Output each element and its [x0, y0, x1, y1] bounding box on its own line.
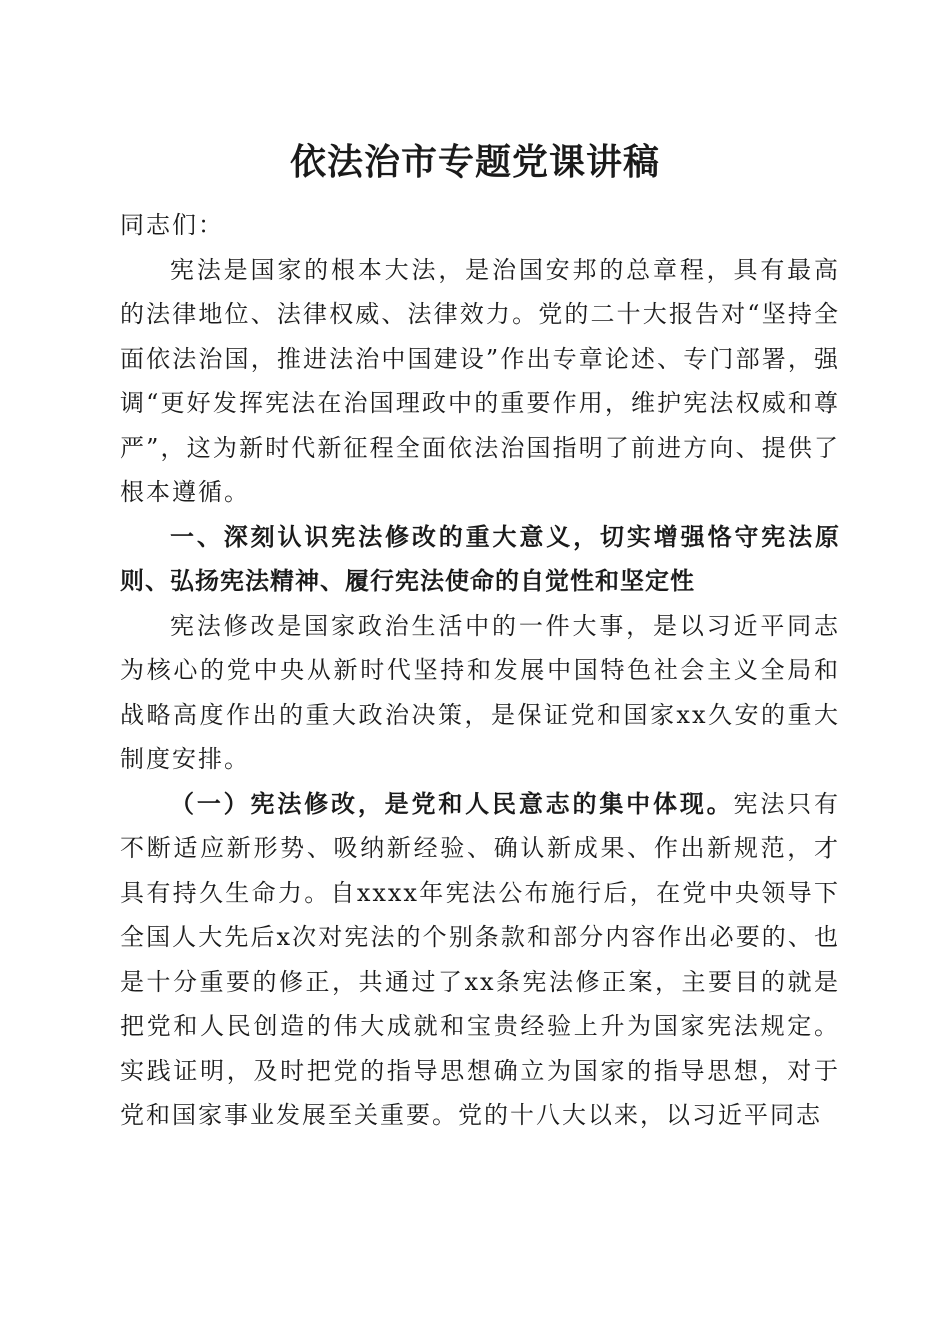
subsection-body: 宪法只有不断适应新形势、吸纳新经验、确认新成果、作出新规范，才具有持久生命力。自xxxx年宪法公布施行后，在党中央领导下全国人大先后x次对宪法的个别条款和部分内容作出必要的、也是十分重要的修正，共通过了xx条宪法修正案，主要目的就是把党和人民创造的伟大成就和宝贵经验上升为国家宪法规定。实践证明，及时把党的指导思想确立为国家的指导思想，对于党和国家事业发展至关重要。党的十八大以来，以习近平同志 [120, 789, 840, 1129]
paragraph-section-1: 宪法修改是国家政治生活中的一件大事，是以习近平同志为核心的党中央从新时代坚持和发展中国特色社会主义全局和战略高度作出的重大政治决策，是保证党和国家xx久安的重大制度安排。 [120, 611, 840, 773]
paragraph-subsection-1 [120, 782, 840, 1138]
paragraph-intro: 宪法是国家的根本大法，是治国安邦的总章程，具有最高的法律地位、法律权威、法律效力。党的二十大报告对“坚持全面依法治国，推进法治中国建设”作出专章论述、专门部署，强调“更好发挥宪法在治国理政中的重要作用，维护宪法权威和尊严”，这为新时代新征程全面依法治国指明了前进方向、提供了根本遵循。 [120, 255, 840, 506]
subsection-lead: （一）宪法修改，是党和人民意志的集中体现。 [170, 788, 734, 818]
section-heading-1: 一、深刻认识宪法修改的重大意义，切实增强恪守宪法原则、弘扬宪法精神、履行宪法使命的自觉性和坚定性 [120, 522, 840, 595]
document-body [120, 203, 840, 1138]
document-title: 依法治市专题党课讲稿 [289, 141, 660, 183]
salutation: 同志们： [120, 211, 224, 239]
